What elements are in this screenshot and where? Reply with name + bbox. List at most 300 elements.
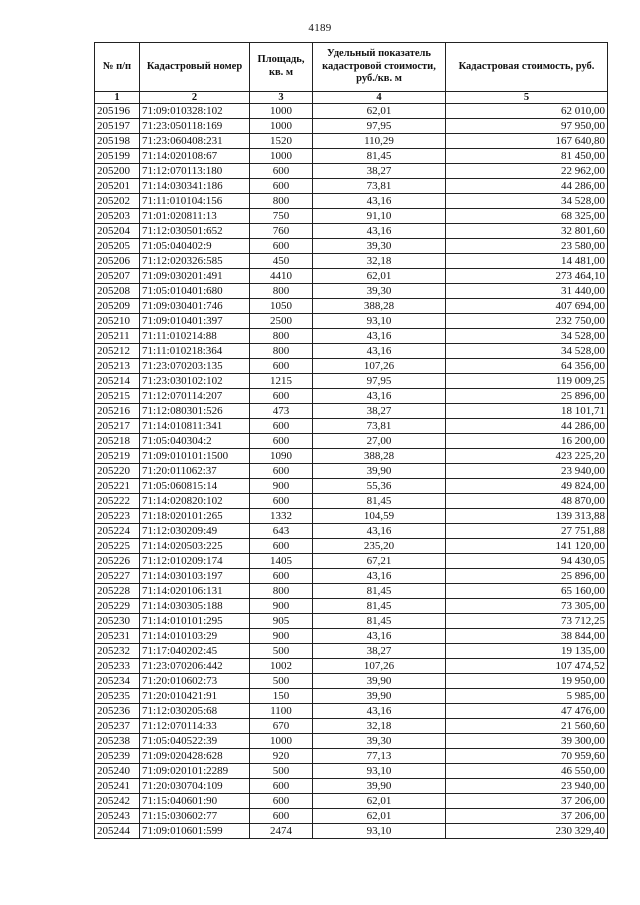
row-number-cell: 205240 — [95, 764, 140, 779]
area-cell: 1002 — [250, 659, 313, 674]
area-cell: 760 — [250, 224, 313, 239]
unit-value-cell: 43,16 — [313, 389, 446, 404]
row-number-cell: 205227 — [95, 569, 140, 584]
unit-value-cell: 43,16 — [313, 344, 446, 359]
cadastral-value-table — [94, 42, 608, 839]
row-number-cell: 205231 — [95, 629, 140, 644]
row-number-cell: 205207 — [95, 269, 140, 284]
table-row — [95, 269, 608, 284]
area-cell: 920 — [250, 749, 313, 764]
row-number-cell: 205243 — [95, 809, 140, 824]
cadastral-value-cell: 25 896,00 — [446, 569, 608, 584]
table-row — [95, 764, 608, 779]
cadastral-value-cell: 141 120,00 — [446, 539, 608, 554]
table-row — [95, 509, 608, 524]
row-number-cell: 205200 — [95, 164, 140, 179]
page-number: 4189 — [308, 22, 332, 34]
row-number-cell: 205219 — [95, 449, 140, 464]
row-number-cell: 205224 — [95, 524, 140, 539]
unit-value-cell: 388,28 — [313, 299, 446, 314]
column-number: 4 — [313, 92, 446, 104]
area-cell: 800 — [250, 584, 313, 599]
cadastral-number-cell: 71:14:020820:102 — [140, 494, 250, 509]
cadastral-value-cell: 64 356,00 — [446, 359, 608, 374]
unit-value-cell: 43,16 — [313, 629, 446, 644]
area-cell: 600 — [250, 779, 313, 794]
cadastral-number-cell: 71:14:010101:295 — [140, 614, 250, 629]
table-row — [95, 164, 608, 179]
table-row — [95, 779, 608, 794]
table-row — [95, 449, 608, 464]
cadastral-value-cell: 31 440,00 — [446, 284, 608, 299]
row-number-cell: 205230 — [95, 614, 140, 629]
area-cell: 2500 — [250, 314, 313, 329]
cadastral-value-cell: 16 200,00 — [446, 434, 608, 449]
table-row — [95, 119, 608, 134]
header-unit-value: Удельный показатель кадастровой стоимости, руб./кв. м — [313, 43, 446, 92]
area-cell: 4410 — [250, 269, 313, 284]
cadastral-number-cell: 71:14:010103:29 — [140, 629, 250, 644]
unit-value-cell: 38,27 — [313, 644, 446, 659]
cadastral-number-cell: 71:12:080301:526 — [140, 404, 250, 419]
area-cell: 600 — [250, 794, 313, 809]
cadastral-value-cell: 70 959,60 — [446, 749, 608, 764]
table-row — [95, 524, 608, 539]
unit-value-cell: 43,16 — [313, 569, 446, 584]
cadastral-number-cell: 71:05:040304:2 — [140, 434, 250, 449]
row-number-cell: 205197 — [95, 119, 140, 134]
unit-value-cell: 43,16 — [313, 224, 446, 239]
table-row — [95, 734, 608, 749]
unit-value-cell: 43,16 — [313, 704, 446, 719]
unit-value-cell: 104,59 — [313, 509, 446, 524]
cadastral-number-cell: 71:15:030602:77 — [140, 809, 250, 824]
area-cell: 600 — [250, 464, 313, 479]
unit-value-cell: 67,21 — [313, 554, 446, 569]
table-row — [95, 104, 608, 119]
cadastral-value-cell: 19 135,00 — [446, 644, 608, 659]
cadastral-value-cell: 49 824,00 — [446, 479, 608, 494]
table-row — [95, 419, 608, 434]
cadastral-number-cell: 71:05:040522:39 — [140, 734, 250, 749]
unit-value-cell: 39,90 — [313, 779, 446, 794]
cadastral-number-cell: 71:15:040601:90 — [140, 794, 250, 809]
cadastral-value-cell: 46 550,00 — [446, 764, 608, 779]
row-number-cell: 205215 — [95, 389, 140, 404]
unit-value-cell: 38,27 — [313, 164, 446, 179]
row-number-cell: 205210 — [95, 314, 140, 329]
cadastral-number-cell: 71:18:020101:265 — [140, 509, 250, 524]
table-row — [95, 239, 608, 254]
table-row — [95, 569, 608, 584]
unit-value-cell: 43,16 — [313, 524, 446, 539]
table-row — [95, 719, 608, 734]
row-number-cell: 205220 — [95, 464, 140, 479]
cadastral-number-cell: 71:20:010421:91 — [140, 689, 250, 704]
unit-value-cell: 97,95 — [313, 119, 446, 134]
row-number-cell: 205201 — [95, 179, 140, 194]
unit-value-cell: 43,16 — [313, 194, 446, 209]
row-number-cell: 205242 — [95, 794, 140, 809]
unit-value-cell: 107,26 — [313, 659, 446, 674]
unit-value-cell: 39,30 — [313, 734, 446, 749]
cadastral-number-cell: 71:09:010101:1500 — [140, 449, 250, 464]
table-row — [95, 614, 608, 629]
cadastral-number-cell: 71:09:020101:2289 — [140, 764, 250, 779]
unit-value-cell: 39,90 — [313, 689, 446, 704]
cadastral-number-cell: 71:14:010811:341 — [140, 419, 250, 434]
table-row — [95, 374, 608, 389]
unit-value-cell: 81,45 — [313, 614, 446, 629]
area-cell: 500 — [250, 764, 313, 779]
unit-value-cell: 93,10 — [313, 764, 446, 779]
cadastral-value-cell: 37 206,00 — [446, 809, 608, 824]
cadastral-value-cell: 73 712,25 — [446, 614, 608, 629]
cadastral-value-cell: 5 985,00 — [446, 689, 608, 704]
cadastral-value-cell: 27 751,88 — [446, 524, 608, 539]
area-cell: 1000 — [250, 104, 313, 119]
column-number: 2 — [140, 92, 250, 104]
cadastral-value-cell: 44 286,00 — [446, 179, 608, 194]
table-row — [95, 359, 608, 374]
table-row — [95, 404, 608, 419]
area-cell: 1332 — [250, 509, 313, 524]
table-row — [95, 224, 608, 239]
area-cell: 900 — [250, 629, 313, 644]
cadastral-number-cell: 71:09:010401:397 — [140, 314, 250, 329]
table-row — [95, 659, 608, 674]
area-cell: 600 — [250, 239, 313, 254]
unit-value-cell: 39,90 — [313, 674, 446, 689]
area-cell: 600 — [250, 434, 313, 449]
row-number-cell: 205229 — [95, 599, 140, 614]
cadastral-number-cell: 71:23:050118:169 — [140, 119, 250, 134]
table-row — [95, 644, 608, 659]
cadastral-value-cell: 39 300,00 — [446, 734, 608, 749]
area-cell: 600 — [250, 419, 313, 434]
area-cell: 500 — [250, 644, 313, 659]
cadastral-number-cell: 71:12:020326:585 — [140, 254, 250, 269]
cadastral-value-cell: 139 313,88 — [446, 509, 608, 524]
area-cell: 473 — [250, 404, 313, 419]
table-row — [95, 689, 608, 704]
cadastral-number-cell: 71:05:010401:680 — [140, 284, 250, 299]
row-number-cell: 205237 — [95, 719, 140, 734]
cadastral-value-cell: 37 206,00 — [446, 794, 608, 809]
cadastral-number-cell: 71:17:040202:45 — [140, 644, 250, 659]
cadastral-value-cell: 23 580,00 — [446, 239, 608, 254]
cadastral-number-cell: 71:12:070114:207 — [140, 389, 250, 404]
cadastral-number-cell: 71:05:040402:9 — [140, 239, 250, 254]
row-number-cell: 205232 — [95, 644, 140, 659]
area-cell: 450 — [250, 254, 313, 269]
table-row — [95, 284, 608, 299]
area-cell: 600 — [250, 809, 313, 824]
cadastral-value-cell: 167 640,80 — [446, 134, 608, 149]
unit-value-cell: 81,45 — [313, 494, 446, 509]
table-row — [95, 599, 608, 614]
cadastral-value-cell: 119 009,25 — [446, 374, 608, 389]
area-cell: 800 — [250, 329, 313, 344]
row-number-cell: 205199 — [95, 149, 140, 164]
table-row — [95, 584, 608, 599]
cadastral-number-cell: 71:14:020106:131 — [140, 584, 250, 599]
cadastral-value-cell: 68 325,00 — [446, 209, 608, 224]
unit-value-cell: 62,01 — [313, 104, 446, 119]
area-cell: 800 — [250, 344, 313, 359]
unit-value-cell: 43,16 — [313, 329, 446, 344]
header-area: Площадь, кв. м — [250, 43, 313, 92]
row-number-cell: 205222 — [95, 494, 140, 509]
area-cell: 600 — [250, 359, 313, 374]
unit-value-cell: 97,95 — [313, 374, 446, 389]
unit-value-cell: 62,01 — [313, 269, 446, 284]
column-number: 3 — [250, 92, 313, 104]
cadastral-value-cell: 18 101,71 — [446, 404, 608, 419]
area-cell: 600 — [250, 179, 313, 194]
area-cell: 643 — [250, 524, 313, 539]
cadastral-value-cell: 48 870,00 — [446, 494, 608, 509]
cadastral-value-cell: 423 225,20 — [446, 449, 608, 464]
cadastral-value-cell: 62 010,00 — [446, 104, 608, 119]
row-number-cell: 205212 — [95, 344, 140, 359]
cadastral-value-cell: 81 450,00 — [446, 149, 608, 164]
cadastral-number-cell: 71:11:010218:364 — [140, 344, 250, 359]
row-number-cell: 205204 — [95, 224, 140, 239]
row-number-cell: 205234 — [95, 674, 140, 689]
row-number-cell: 205233 — [95, 659, 140, 674]
unit-value-cell: 39,30 — [313, 284, 446, 299]
table-row — [95, 434, 608, 449]
row-number-cell: 205218 — [95, 434, 140, 449]
unit-value-cell: 81,45 — [313, 599, 446, 614]
cadastral-value-cell: 34 528,00 — [446, 344, 608, 359]
table-row — [95, 314, 608, 329]
cadastral-number-cell: 71:12:070114:33 — [140, 719, 250, 734]
table-row — [95, 254, 608, 269]
area-cell: 600 — [250, 494, 313, 509]
table-row — [95, 809, 608, 824]
cadastral-value-cell: 73 305,00 — [446, 599, 608, 614]
row-number-cell: 205198 — [95, 134, 140, 149]
cadastral-value-cell: 44 286,00 — [446, 419, 608, 434]
table-row — [95, 824, 608, 839]
area-cell: 1215 — [250, 374, 313, 389]
header-row-number: № п/п — [95, 43, 140, 92]
cadastral-number-cell: 71:20:030704:109 — [140, 779, 250, 794]
header-row — [95, 43, 608, 92]
column-number: 1 — [95, 92, 140, 104]
cadastral-number-cell: 71:05:060815:14 — [140, 479, 250, 494]
area-cell: 670 — [250, 719, 313, 734]
row-number-cell: 205226 — [95, 554, 140, 569]
unit-value-cell: 39,30 — [313, 239, 446, 254]
cadastral-value-cell: 19 950,00 — [446, 674, 608, 689]
cadastral-value-cell: 273 464,10 — [446, 269, 608, 284]
table-row — [95, 134, 608, 149]
area-cell: 750 — [250, 209, 313, 224]
unit-value-cell: 110,29 — [313, 134, 446, 149]
row-number-cell: 205211 — [95, 329, 140, 344]
unit-value-cell: 81,45 — [313, 149, 446, 164]
unit-value-cell: 93,10 — [313, 314, 446, 329]
unit-value-cell: 32,18 — [313, 719, 446, 734]
area-cell: 500 — [250, 674, 313, 689]
cadastral-number-cell: 71:14:030305:188 — [140, 599, 250, 614]
table-row — [95, 464, 608, 479]
cadastral-number-cell: 71:23:060408:231 — [140, 134, 250, 149]
cadastral-value-cell: 407 694,00 — [446, 299, 608, 314]
table-header — [95, 43, 608, 104]
area-cell: 1405 — [250, 554, 313, 569]
cadastral-number-cell: 71:12:070113:180 — [140, 164, 250, 179]
area-cell: 905 — [250, 614, 313, 629]
table-row — [95, 344, 608, 359]
cadastral-value-cell: 38 844,00 — [446, 629, 608, 644]
cadastral-value-cell: 97 950,00 — [446, 119, 608, 134]
area-cell: 600 — [250, 569, 313, 584]
area-cell: 150 — [250, 689, 313, 704]
cadastral-number-cell: 71:20:010602:73 — [140, 674, 250, 689]
table-row — [95, 209, 608, 224]
cadastral-number-cell: 71:12:030209:49 — [140, 524, 250, 539]
cadastral-value-cell: 25 896,00 — [446, 389, 608, 404]
cadastral-number-cell: 71:09:020428:628 — [140, 749, 250, 764]
area-cell: 1000 — [250, 734, 313, 749]
table-row — [95, 794, 608, 809]
row-number-cell: 205223 — [95, 509, 140, 524]
area-cell: 800 — [250, 284, 313, 299]
cadastral-number-cell: 71:11:010104:156 — [140, 194, 250, 209]
cadastral-number-cell: 71:20:011062:37 — [140, 464, 250, 479]
area-cell: 600 — [250, 389, 313, 404]
row-number-cell: 205203 — [95, 209, 140, 224]
row-number-cell: 205214 — [95, 374, 140, 389]
cadastral-number-cell: 71:09:010601:599 — [140, 824, 250, 839]
cadastral-value-cell: 23 940,00 — [446, 464, 608, 479]
table-body — [95, 104, 608, 839]
area-cell: 1100 — [250, 704, 313, 719]
area-cell: 900 — [250, 479, 313, 494]
cadastral-number-cell: 71:14:020503:225 — [140, 539, 250, 554]
table-row — [95, 494, 608, 509]
cadastral-number-cell: 71:09:030201:491 — [140, 269, 250, 284]
unit-value-cell: 27,00 — [313, 434, 446, 449]
cadastral-number-cell: 71:23:070203:135 — [140, 359, 250, 374]
cadastral-number-cell: 71:12:030205:68 — [140, 704, 250, 719]
cadastral-value-cell: 14 481,00 — [446, 254, 608, 269]
header-cadastral-value: Кадастровая стоимость, руб. — [446, 43, 608, 92]
cadastral-number-cell: 71:14:020108:67 — [140, 149, 250, 164]
table-row — [95, 704, 608, 719]
cadastral-value-cell: 47 476,00 — [446, 704, 608, 719]
unit-value-cell: 388,28 — [313, 449, 446, 464]
unit-value-cell: 235,20 — [313, 539, 446, 554]
cadastral-number-cell: 71:12:030501:652 — [140, 224, 250, 239]
row-number-cell: 205244 — [95, 824, 140, 839]
unit-value-cell: 38,27 — [313, 404, 446, 419]
row-number-cell: 205208 — [95, 284, 140, 299]
unit-value-cell: 107,26 — [313, 359, 446, 374]
row-number-cell: 205209 — [95, 299, 140, 314]
table-row — [95, 539, 608, 554]
table-row — [95, 149, 608, 164]
row-number-cell: 205217 — [95, 419, 140, 434]
unit-value-cell: 77,13 — [313, 749, 446, 764]
unit-value-cell: 62,01 — [313, 809, 446, 824]
cadastral-number-cell: 71:14:030103:197 — [140, 569, 250, 584]
unit-value-cell: 73,81 — [313, 419, 446, 434]
cadastral-value-cell: 34 528,00 — [446, 194, 608, 209]
unit-value-cell: 32,18 — [313, 254, 446, 269]
row-number-cell: 205216 — [95, 404, 140, 419]
table-row — [95, 749, 608, 764]
row-number-cell: 205241 — [95, 779, 140, 794]
cadastral-value-cell: 21 560,60 — [446, 719, 608, 734]
cadastral-number-cell: 71:09:010328:102 — [140, 104, 250, 119]
row-number-cell: 205228 — [95, 584, 140, 599]
area-cell: 900 — [250, 599, 313, 614]
unit-value-cell: 73,81 — [313, 179, 446, 194]
row-number-cell: 205202 — [95, 194, 140, 209]
area-cell: 1000 — [250, 149, 313, 164]
area-cell: 2474 — [250, 824, 313, 839]
row-number-cell: 205206 — [95, 254, 140, 269]
row-number-cell: 205238 — [95, 734, 140, 749]
unit-value-cell: 93,10 — [313, 824, 446, 839]
cadastral-number-cell: 71:12:010209:174 — [140, 554, 250, 569]
area-cell: 1050 — [250, 299, 313, 314]
cadastral-value-cell: 34 528,00 — [446, 329, 608, 344]
area-cell: 600 — [250, 539, 313, 554]
cadastral-value-cell: 32 801,60 — [446, 224, 608, 239]
header-cadastral-number: Кадастровый номер — [140, 43, 250, 92]
unit-value-cell: 62,01 — [313, 794, 446, 809]
area-cell: 1000 — [250, 119, 313, 134]
cadastral-number-cell: 71:11:010214:88 — [140, 329, 250, 344]
area-cell: 1090 — [250, 449, 313, 464]
cadastral-value-cell: 22 962,00 — [446, 164, 608, 179]
cadastral-value-cell: 23 940,00 — [446, 779, 608, 794]
row-number-cell: 205239 — [95, 749, 140, 764]
row-number-cell: 205196 — [95, 104, 140, 119]
area-cell: 1520 — [250, 134, 313, 149]
cadastral-value-cell: 230 329,40 — [446, 824, 608, 839]
cadastral-number-cell: 71:01:020811:13 — [140, 209, 250, 224]
area-cell: 800 — [250, 194, 313, 209]
cadastral-value-cell: 94 430,05 — [446, 554, 608, 569]
cadastral-number-cell: 71:23:030102:102 — [140, 374, 250, 389]
table-row — [95, 179, 608, 194]
table-row — [95, 194, 608, 209]
cadastral-value-cell: 65 160,00 — [446, 584, 608, 599]
table-row — [95, 554, 608, 569]
cadastral-value-cell: 232 750,00 — [446, 314, 608, 329]
unit-value-cell: 39,90 — [313, 464, 446, 479]
table-row — [95, 329, 608, 344]
row-number-cell: 205235 — [95, 689, 140, 704]
column-number: 5 — [446, 92, 608, 104]
unit-value-cell: 55,36 — [313, 479, 446, 494]
row-number-cell: 205225 — [95, 539, 140, 554]
cadastral-number-cell: 71:09:030401:746 — [140, 299, 250, 314]
table-row — [95, 299, 608, 314]
row-number-cell: 205236 — [95, 704, 140, 719]
row-number-cell: 205205 — [95, 239, 140, 254]
unit-value-cell: 81,45 — [313, 584, 446, 599]
table-row — [95, 479, 608, 494]
unit-value-cell: 91,10 — [313, 209, 446, 224]
